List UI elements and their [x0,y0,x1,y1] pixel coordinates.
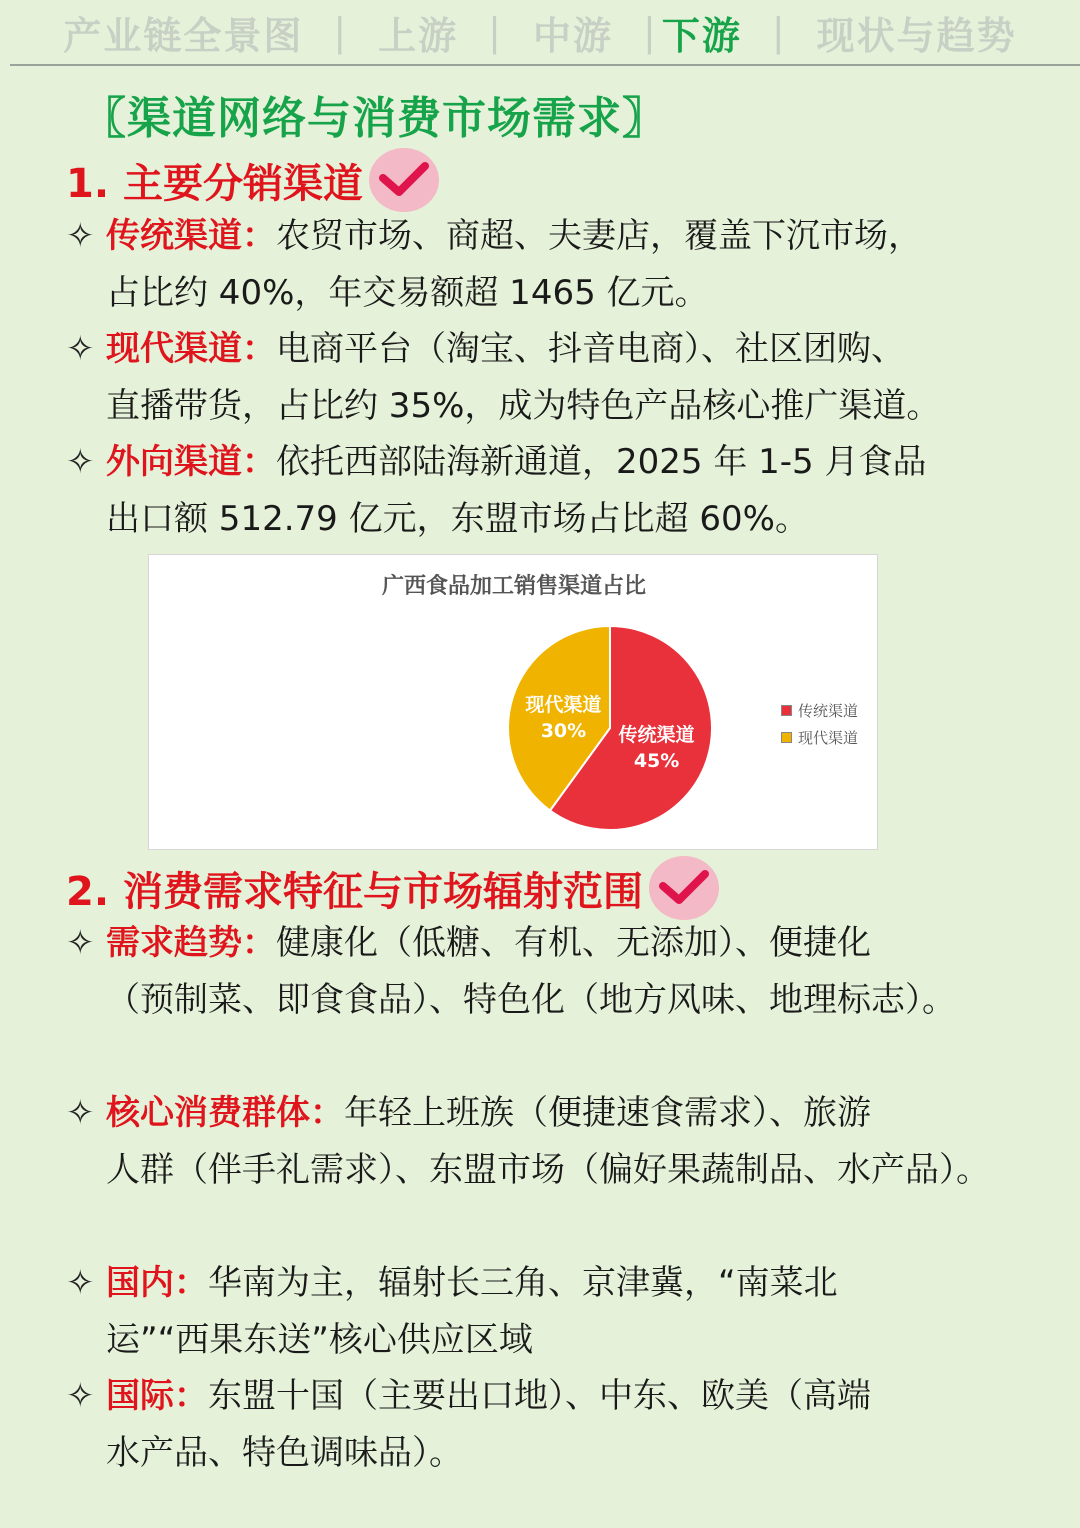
data-label-value: 30% [540,719,587,742]
list-item: ✧ 现代渠道：电商平台（淘宝、抖音电商）、社区团购、 直播带货，占比约 35%，成为特色产品核心推广渠道。 [66,321,1026,435]
list-item: ✧ 需求趋势：健康化（低糖、有机、无添加）、便捷化 （预制菜、即食食品）、特色化（地方风味、地理标志）。 [66,915,1026,1029]
check-icon [369,148,439,212]
nav-divider [10,64,1080,66]
tab-midstream[interactable]: 中游 [532,13,613,58]
pie-svg [149,555,879,851]
data-label-name: 传统渠道 [618,724,695,747]
sparkle-icon: ✧ [66,1263,95,1303]
nav-separator: | [488,10,503,54]
sparkle-icon: ✧ [66,442,95,482]
list-item: ✧ 国际：东盟十国（主要出口地）、中东、欧美（高端 水产品、特色调味品）。 [66,1368,1026,1482]
sparkle-icon: ✧ [66,1093,95,1133]
list-item: ✧ 核心消费群体：年轻上班族（便捷速食需求）、旅游 人群（伴手礼需求）、东盟市场（偏好果蔬制品、水产品）。 [66,1085,1026,1199]
tab-upstream[interactable]: 上游 [378,13,459,58]
sparkle-icon: ✧ [66,1376,95,1416]
list-item: ✧ 传统渠道：农贸市场、商超、夫妻店，覆盖下沉市场， 占比约 40%，年交易额超 1465 亿元。 [66,208,1026,322]
nav-separator: | [333,10,349,54]
tab-downstream[interactable]: 下游 [661,13,742,58]
legend-item: 现代渠道 [781,724,858,751]
section2-heading-text: 2. 消费需求特征与市场辐射范围 [66,868,643,915]
list-item: ✧ 外向渠道：依托西部陆海新通道，2025 年 1-5 月食品 出口额 512.79 亿元，东盟市场占比超 60%。 [66,434,1026,548]
nav-separator: | [643,10,658,54]
data-label-value: 45% [633,750,680,773]
pie-chart [148,554,878,850]
check-icon [649,856,719,920]
sparkle-icon: ✧ [66,923,95,963]
legend-item: 传统渠道 [781,697,858,724]
top-nav [0,0,1080,64]
tab-status-trends[interactable]: 现状与趋势 [816,13,1017,58]
data-label-name: 现代渠道 [525,693,602,716]
sparkle-icon: ✧ [66,329,95,369]
list-item: ✧ 国内：华南为主，辐射长三角、京津冀，“南菜北 运”“西果东送”核心供应区域 [66,1255,1026,1369]
section-title: 〖渠道网络与消费市场需求〗 [82,93,667,144]
chart-legend [781,697,858,751]
legend-swatch [781,705,792,716]
section1-heading [66,148,439,212]
tab-overview[interactable]: 产业链全景图 [63,13,304,58]
nav-separator: | [771,10,787,54]
section1-heading-text: 1. 主要分销渠道 [66,160,363,207]
section2-heading [66,856,719,920]
sparkle-icon: ✧ [66,216,95,256]
chart-title: 广西食品加工销售渠道占比 [381,574,646,599]
legend-swatch [781,732,792,743]
